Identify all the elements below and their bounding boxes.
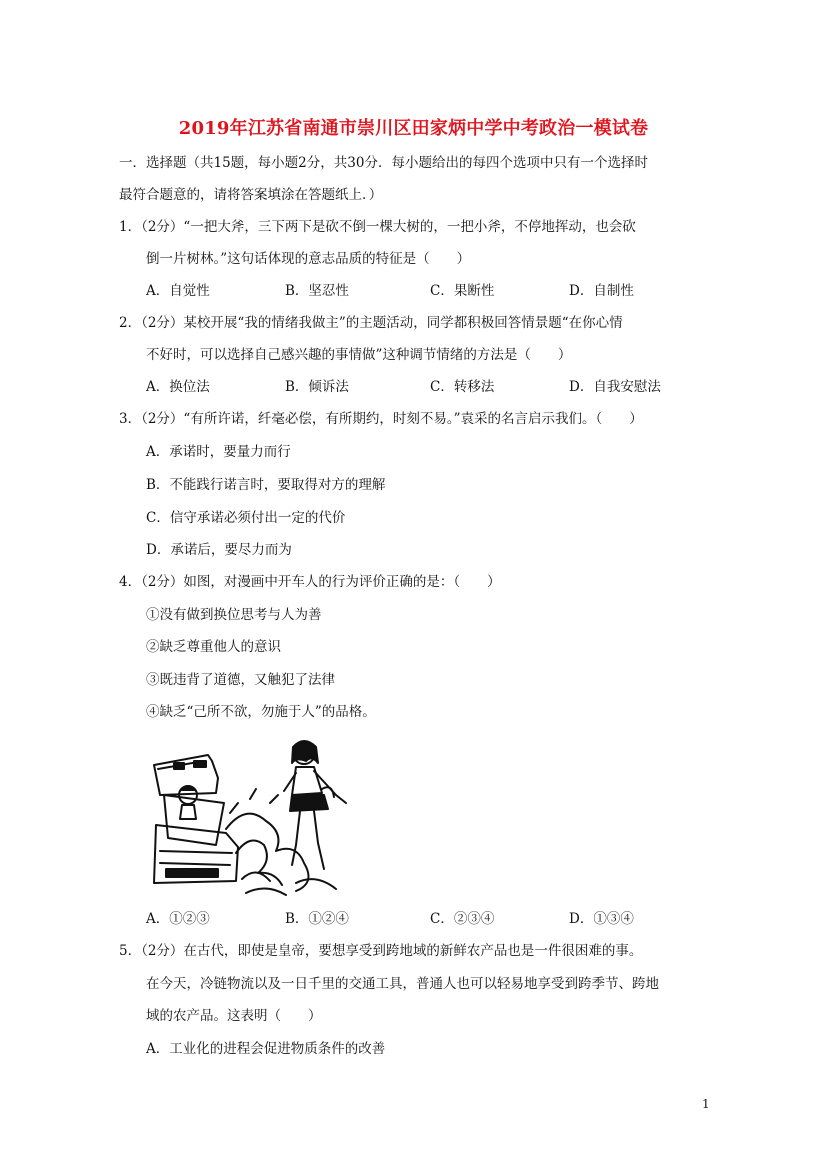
question-3-option-b: B．不能践行诺言时，要取得对方的理解 (146, 477, 386, 493)
question-4-option-b: B．①②④ (285, 911, 349, 927)
question-5-stem-line1: 5．（2分）在古代，即使是皇帝，要想享受到跨地域的新鲜农产品也是一件很困难的事。 (119, 943, 643, 959)
question-1-stem-line2: 倒一片树林。”这句话体现的意志品质的特征是（ ） (146, 251, 471, 267)
question-1-option-a: A．自觉性 (146, 283, 210, 299)
question-5-stem-line2: 在今天，冷链物流以及一日千里的交通工具，普通人也可以轻易地享受到跨季节、跨地 (146, 976, 659, 992)
question-1-option-d: D．自制性 (569, 283, 634, 299)
question-1-option-b: B．坚忍性 (285, 283, 349, 299)
page-number: 1 (702, 1097, 710, 1111)
question-4-statement-4: ④缺乏“己所不欲，勿施于人”的品格。 (146, 704, 376, 720)
question-3-option-c: C．信守承诺必须付出一定的代价 (146, 510, 346, 526)
question-2-stem-line2: 不好时，可以选择自己感兴趣的事情做”这种调节情绪的方法是（ ） (146, 347, 572, 363)
question-4-statement-2: ②缺乏尊重他人的意识 (146, 639, 281, 655)
question-3-stem-line1: 3．（2分）“有所许诺，纤毫必偿，有所期约，时刻不易。”袁采的名言启示我们。（ ） (119, 411, 643, 427)
question-2-option-b: B．倾诉法 (285, 379, 349, 395)
question-3-option-d: D．承诺后，要尽力而为 (146, 542, 292, 558)
section-instructions-line2: 最符合题意的，请将答案填涂在答题纸上．） (119, 187, 383, 203)
question-2-stem-line1: 2．（2分）某校开展“我的情绪我做主”的主题活动，同学都积极回答情景题“在你心情 (119, 315, 623, 331)
question-2-option-d: D．自我安慰法 (569, 379, 661, 395)
question-1-stem-line1: 1．（2分）“一把大斧，三下两下是砍不倒一棵大树的，一把小斧，不停地挥动，也会砍 (119, 219, 636, 235)
question-1-option-c: C．果断性 (430, 283, 495, 299)
question-4-stem-line1: 4．（2分）如图，对漫画中开车人的行为评价正确的是：（ ） (119, 574, 501, 590)
question-5-stem-line3: 域的农产品。这表明（ ） (146, 1008, 322, 1024)
question-4-option-a: A．①②③ (146, 911, 210, 927)
question-4-statement-3: ③既违背了道德，又触犯了法律 (146, 672, 335, 688)
question-3-option-a: A．承诺时，要量力而行 (146, 444, 291, 460)
question-4-option-d: D．①③④ (569, 911, 634, 927)
question-5-option-a: A．工业化的进程会促进物质条件的改善 (146, 1041, 386, 1057)
question-2-option-a: A．换位法 (146, 379, 210, 395)
cartoon-illustration (146, 733, 356, 898)
question-2-option-c: C．转移法 (430, 379, 495, 395)
question-4-option-c: C．②③④ (430, 911, 495, 927)
question-4-statement-1: ①没有做到换位思考与人为善 (146, 607, 322, 623)
section-instructions-line1: 一．选择题（共15题，每小题2分，共30分．每小题给出的每四个选项中只有一个选择时 (119, 155, 648, 171)
exam-title: 2019年江苏省南通市崇川区田家炳中学中考政治一模试卷 (178, 118, 649, 139)
